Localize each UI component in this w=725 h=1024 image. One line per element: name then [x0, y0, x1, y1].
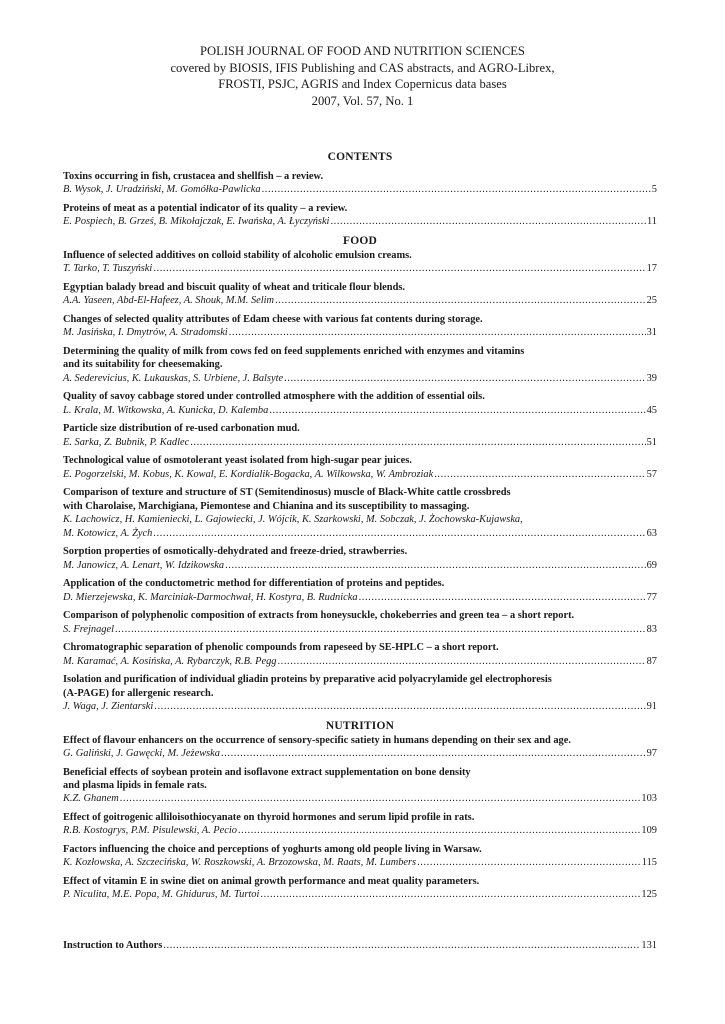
- article-authors: K.Z. Ghanem: [63, 793, 119, 805]
- author-line: [63, 326, 657, 339]
- dot-leader: [434, 468, 645, 481]
- dot-leader: [417, 856, 641, 869]
- author-line: [63, 468, 657, 481]
- article-title: Particle size distribution of re-used carbonation mud.: [63, 423, 300, 435]
- page-number: 45: [646, 404, 657, 416]
- toc-entry: [63, 811, 657, 838]
- article-authors: M. Janowicz, A. Lenart, W. Idzikowska: [63, 559, 225, 571]
- dot-leader: [260, 888, 640, 901]
- toc-entry: [63, 390, 657, 417]
- article-title: Changes of selected quality attributes of Edam cheese with various fat contents during storage.: [63, 314, 483, 325]
- article-authors: E. Pospiech, B. Grześ, B. Mikołajczak, E. Iwańska, A. Łyczyński: [63, 216, 330, 228]
- article-title: Isolation and purification of individual gliadin proteins by preparative acid polyacrylamide gel electrophoresis: [63, 674, 552, 686]
- article-title: Toxins occurring in fish, crustacea and shellfish – a review.: [63, 171, 324, 182]
- article-title: Egyptian balady bread and biscuit quality of wheat and triticale flour blends.: [63, 282, 405, 293]
- article-title: with Charolaise, Marchigiana, Piemontese and Chianina and its susceptibility to massaging.: [63, 500, 470, 512]
- toc-entry: [63, 202, 657, 229]
- article-title: Comparison of texture and structure of ST (Semitendinosus) muscle of Black-White cattle crossbreds: [63, 487, 511, 499]
- article-title: Comparison of polyphenolic composition of extracts from honeysuckle, chokeberries and green tea – a short report.: [63, 610, 575, 622]
- toc-entry: [63, 345, 657, 385]
- toc-entry: [63, 577, 657, 604]
- instructions-entry: [63, 939, 657, 952]
- dot-leader: [154, 700, 645, 713]
- dot-leader: [115, 623, 646, 636]
- page-number: 51: [646, 436, 657, 448]
- issue-info: 2007, Vol. 57, No. 1: [311, 93, 414, 108]
- author-line: [63, 559, 657, 572]
- table-of-contents: [63, 150, 657, 907]
- author-line: [63, 888, 657, 901]
- article-title: Beneficial effects of soybean protein and isoflavone extract supplementation on bone density: [63, 766, 471, 778]
- toc-entry: [63, 486, 657, 540]
- toc-entry: [63, 170, 657, 197]
- section-heading: FOOD: [342, 235, 378, 247]
- author-line: [63, 294, 657, 307]
- article-title: Influence of selected additives on colloid stability of alcoholic emulsion creams.: [63, 250, 412, 261]
- page-number: 17: [646, 263, 657, 275]
- dot-leader: [262, 183, 651, 196]
- toc-entry: [63, 313, 657, 340]
- dot-leader: [330, 215, 646, 228]
- dot-leader: [225, 559, 646, 572]
- article-authors: M. Kotowicz, A. Żych: [63, 527, 153, 539]
- author-line: [63, 655, 657, 668]
- article-authors: R.B. Kostogrys, P.M. Pisulewski, A. Pecio: [63, 825, 237, 837]
- page-number: 115: [641, 857, 657, 869]
- page-number: 91: [646, 701, 657, 713]
- author-line: [63, 215, 657, 228]
- page-number: 11: [646, 216, 657, 228]
- article-title: Technological value of osmotolerant yeast isolated from high-sugar pear juices.: [63, 455, 412, 467]
- dot-leader: [221, 747, 646, 760]
- toc-entry: [63, 609, 657, 636]
- article-title: Chromatographic separation of phenolic compounds from rapeseed by SE-HPLC – a short report.: [63, 642, 499, 654]
- article-title: Quality of savoy cabbage stored under controlled atmosphere with the addition of essential oils.: [63, 391, 485, 403]
- toc-entry: [63, 641, 657, 668]
- page-number: 109: [641, 825, 657, 837]
- article-title: Effect of goitrogenic alliloisothiocyanate on thyroid hormones and serum lipid profile in rats.: [63, 812, 475, 824]
- author-line: [63, 856, 657, 869]
- author-line: [63, 372, 657, 385]
- article-authors: J. Waga, J. Zientarski: [63, 701, 154, 713]
- author-line: [63, 436, 657, 449]
- dot-leader: [229, 326, 646, 339]
- toc-entry: [63, 734, 657, 761]
- section-heading: NUTRITION: [325, 719, 395, 732]
- page-number: 87: [646, 655, 657, 667]
- article-title: and plasma lipids in female rats.: [63, 780, 207, 792]
- page-number: 63: [646, 527, 657, 539]
- toc-entry: [63, 545, 657, 572]
- dot-leader: [120, 792, 641, 805]
- dot-leader: [284, 372, 646, 385]
- article-title: Application of the conductometric method for differentiation of proteins and peptides.: [63, 578, 445, 590]
- dot-leader: [238, 824, 640, 837]
- dot-leader: [153, 527, 645, 540]
- page-number: 97: [646, 748, 657, 760]
- dot-leader: [275, 294, 646, 307]
- toc-entry: [63, 422, 657, 449]
- article-authors: B. Wysok, J. Uradziński, M. Gomółka-Pawlicka: [63, 184, 261, 196]
- page-number: 57: [646, 468, 657, 480]
- dot-leader: [190, 436, 645, 449]
- article-title: (A-PAGE) for allergenic research.: [63, 687, 214, 699]
- page-number: 31: [646, 327, 657, 339]
- article-authors: M. Jasińska, I. Dmytrów, A. Stradomski: [63, 327, 228, 339]
- article-authors: S. Frejnagel: [63, 623, 114, 635]
- page-number: 39: [646, 372, 657, 384]
- dot-leader: [153, 262, 645, 275]
- page-number: 25: [646, 295, 657, 307]
- article-authors: K. Kozłowska, A. Szczecińska, W. Roszkowski, A. Brzozowska, M. Raats, M. Lumbers: [63, 857, 417, 869]
- article-authors: L. Krala, M. Witkowska, A. Kunicka, D. Kalemba: [63, 404, 269, 416]
- dot-leader: [277, 655, 645, 668]
- article-authors: E. Sarka, Z. Bubnik, P. Kadlec: [63, 436, 190, 448]
- dot-leader: [269, 404, 645, 417]
- page-number: 125: [641, 889, 657, 901]
- article-title: Proteins of meat as a potential indicator of its quality – a review.: [63, 203, 348, 214]
- article-authors: A. Sederevicius, K. Lukauskas, S. Urbiene, J. Balsyte: [63, 372, 284, 384]
- author-line: [63, 513, 657, 526]
- author-line: [63, 623, 657, 636]
- toc-entry: [63, 281, 657, 308]
- article-authors: D. Mierzejewska, K. Marciniak-Darmochwał, H. Kostyra, B. Rudnicka: [63, 591, 358, 603]
- page-number: 69: [646, 559, 657, 571]
- coverage-line-2: FROSTI, PSJC, AGRIS and Index Copernicus data bases: [218, 77, 507, 91]
- instructions-page: 131: [641, 940, 657, 951]
- article-authors: K. Lachowicz, H. Kamieniecki, L. Gajowiecki, J. Wójcik, K. Szarkowski, M. Sobczak, J. Żochowska-Kujawska,: [63, 514, 523, 526]
- author-line: [63, 404, 657, 417]
- coverage-line: covered by BIOSIS, IFIS Publishing and CAS abstracts, and AGRO-Librex,: [170, 60, 555, 75]
- author-line: [63, 262, 657, 275]
- page-number: 103: [641, 793, 657, 805]
- page-number: 83: [646, 623, 657, 635]
- author-line: [63, 527, 657, 540]
- author-line: [63, 591, 657, 604]
- toc-entry: [63, 766, 657, 806]
- article-title: Effect of flavour enhancers on the occurrence of sensory-specific satiety in humans depending on their sex and age.: [63, 734, 571, 746]
- toc-entry: [63, 843, 657, 870]
- toc-entry: [63, 454, 657, 481]
- author-line: [63, 824, 657, 837]
- article-title: Effect of vitamin E in swine diet on animal growth performance and meat quality parameters.: [63, 876, 480, 888]
- toc-entry: [63, 875, 657, 902]
- author-line: [63, 700, 657, 713]
- journal-header: [0, 43, 725, 109]
- article-authors: E. Pogorzelski, M. Kobus, K. Kowal, E. Kordialik-Bogacka, A. Wilkowska, W. Ambroziak: [63, 468, 434, 480]
- article-title: and its suitability for cheesemaking.: [63, 359, 223, 371]
- article-title: Determining the quality of milk from cows fed on feed supplements enriched with enzymes and vitamins: [63, 346, 525, 357]
- article-authors: G. Galiński, J. Gawęcki, M. Jeżewska: [63, 748, 220, 760]
- article-authors: A.A. Yaseen, Abd-El-Hafeez, A. Shouk, M.M. Selim: [63, 295, 275, 307]
- article-authors: M. Karamać, A. Kosińska, A. Rybarczyk, R.B. Pegg: [63, 655, 277, 667]
- dot-leader: [359, 591, 646, 604]
- author-line: [63, 183, 657, 196]
- author-line: [63, 747, 657, 760]
- article-authors: T. Tarko, T. Tuszyński: [63, 263, 153, 275]
- author-line: [63, 792, 657, 805]
- article-title: Sorption properties of osmotically-dehydrated and freeze-dried, strawberries.: [63, 546, 408, 558]
- dot-leader: [163, 939, 640, 952]
- toc-entry: [63, 673, 657, 713]
- toc-entry: [63, 249, 657, 276]
- journal-title: POLISH JOURNAL OF FOOD AND NUTRITION SCIENCES: [200, 44, 525, 58]
- instructions-label: Instruction to Authors: [63, 940, 163, 951]
- page-number: 5: [651, 184, 657, 196]
- contents-heading: CONTENTS: [327, 151, 393, 163]
- page-number: 77: [646, 591, 657, 603]
- article-authors: P. Niculita, M.E. Popa, M. Ghidurus, M. Turtoi: [63, 889, 260, 901]
- article-title: Factors influencing the choice and perceptions of yoghurts among old people living in Warsaw.: [63, 844, 482, 856]
